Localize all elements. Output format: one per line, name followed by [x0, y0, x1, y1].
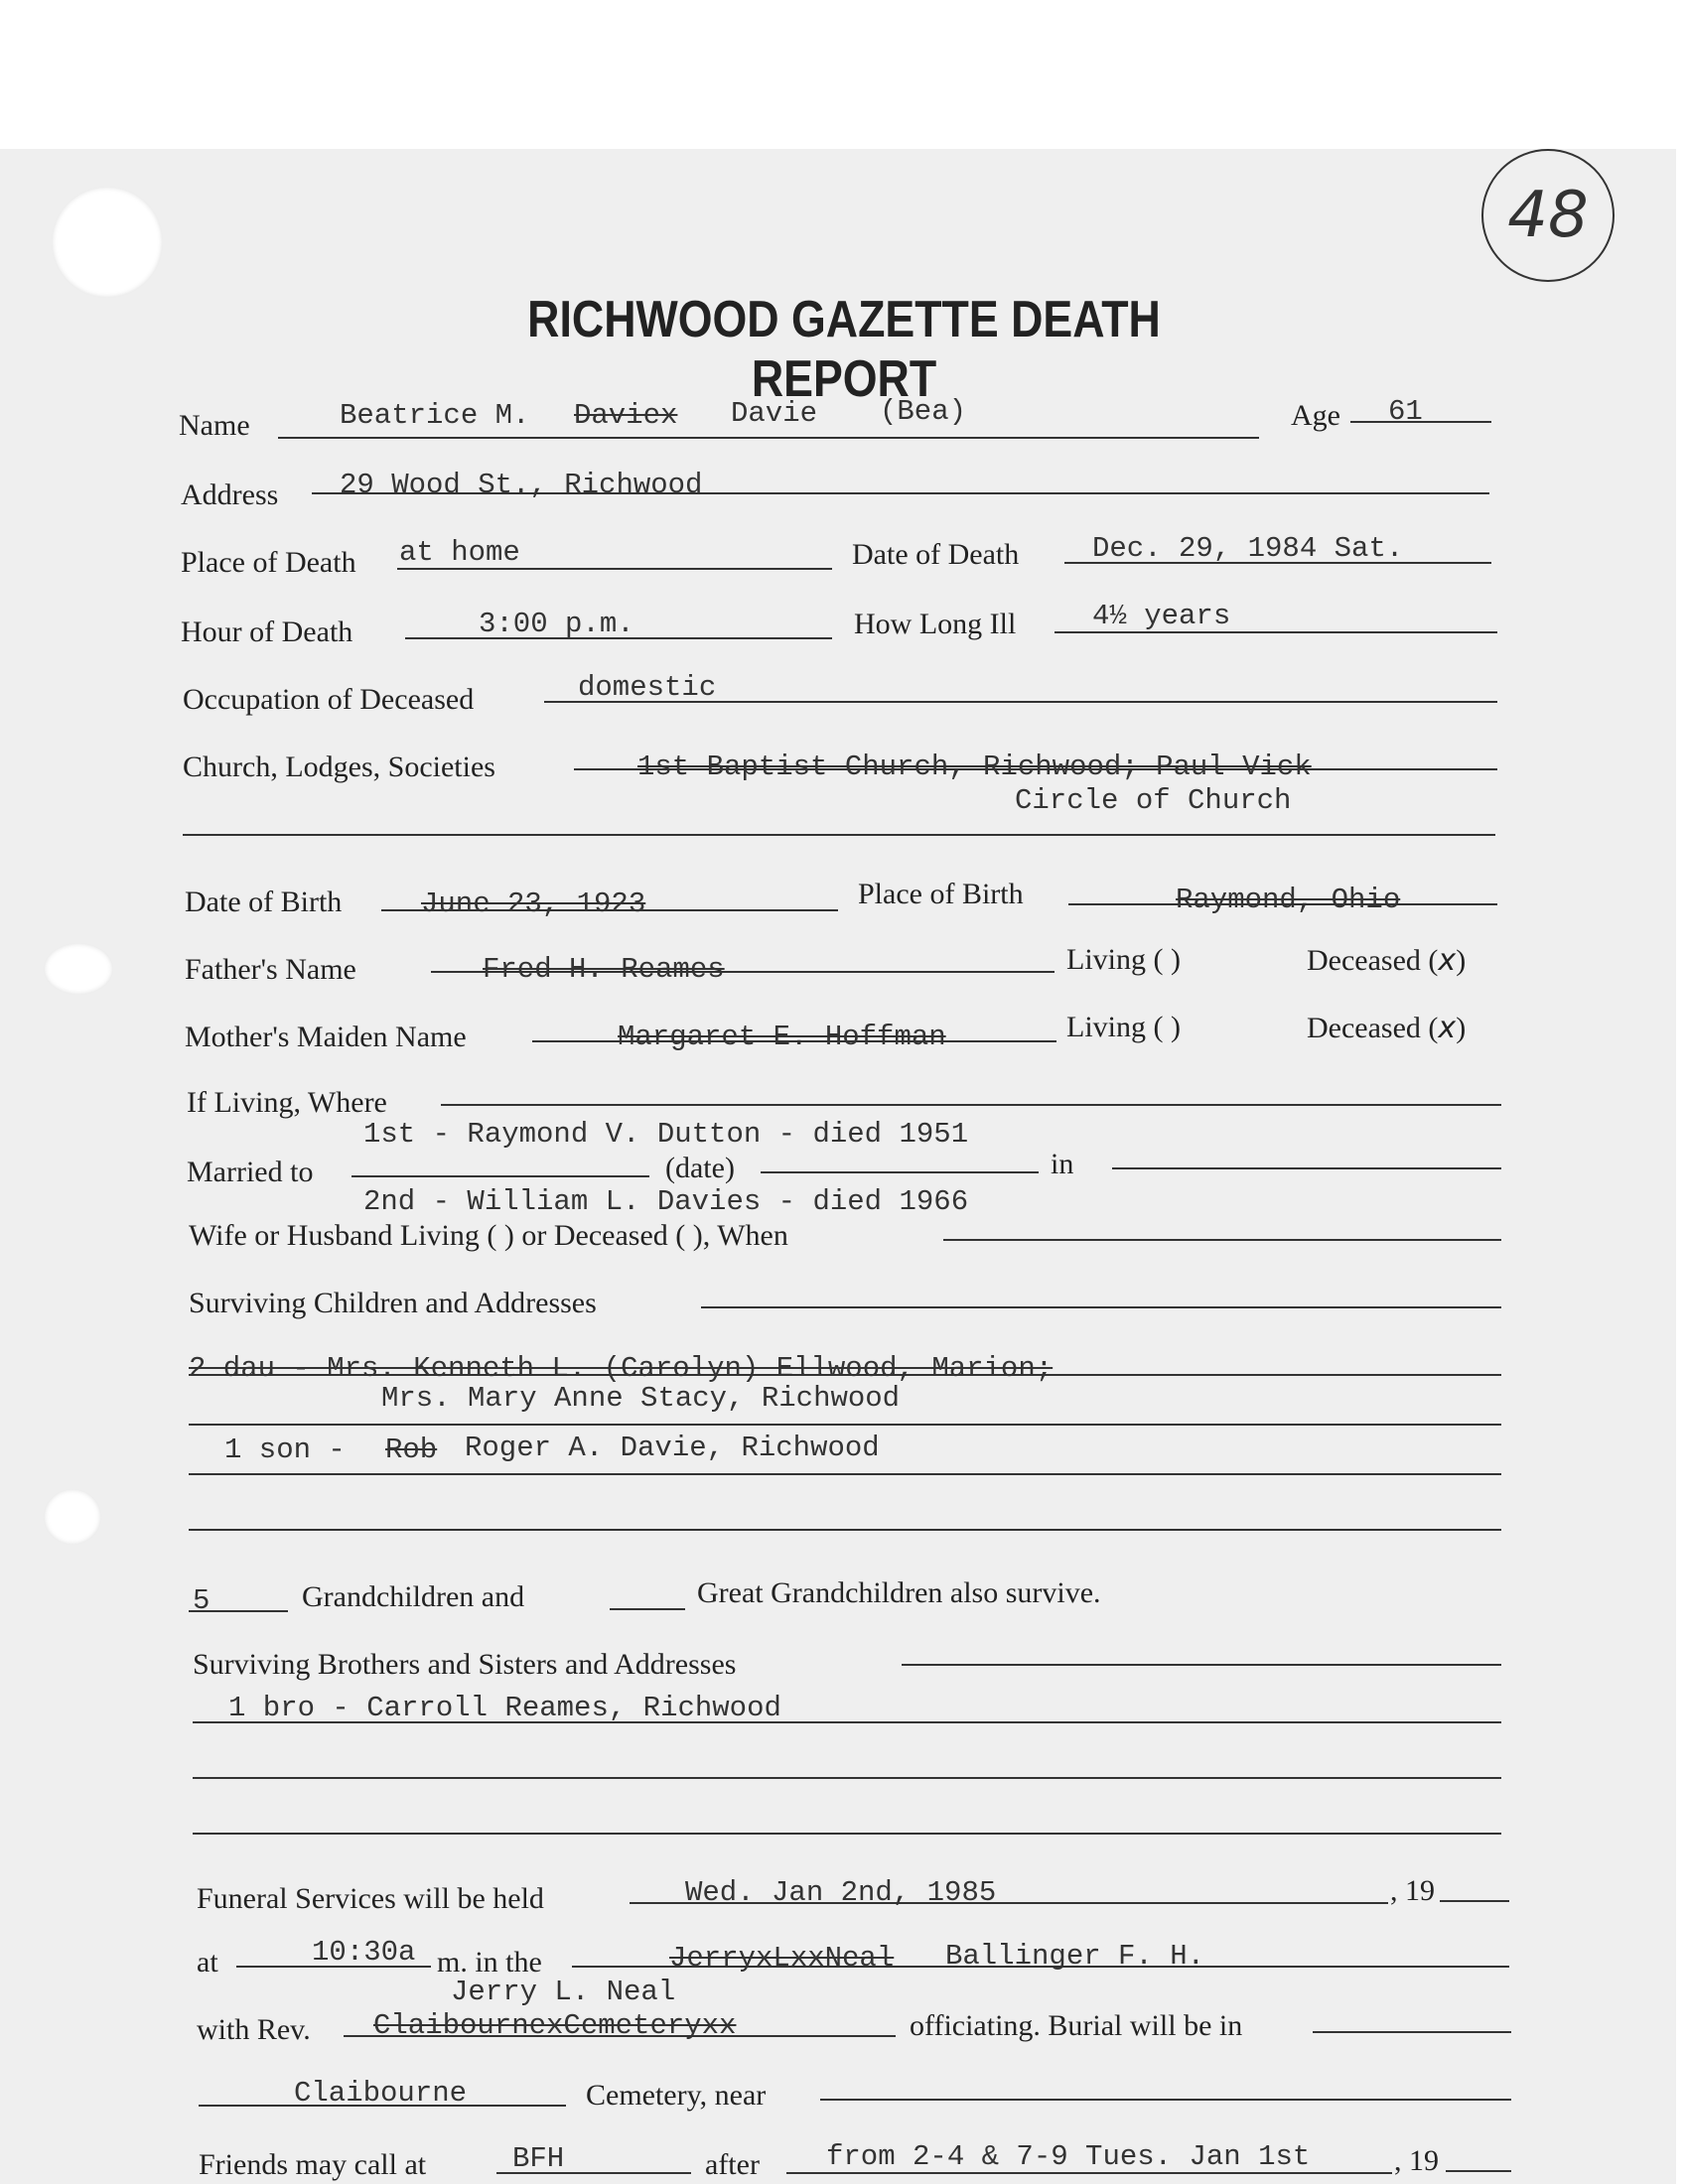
- date-of-birth-label: Date of Birth: [185, 886, 343, 918]
- married-1-value: 1st - Raymond V. Dutton - died 1951: [363, 1118, 969, 1151]
- siblings-line-1: [193, 1721, 1501, 1723]
- mothers-maiden-name-value: Margaret E. Hoffman: [618, 1021, 946, 1053]
- married-in-line: [1112, 1167, 1501, 1169]
- funeral-time-value: 10:30a: [312, 1936, 416, 1969]
- name-last-value: Davie: [731, 397, 818, 430]
- fathers-name-value: Fred H. Reames: [483, 953, 725, 986]
- friends-after-value: from 2-4 & 7-9 Tues. Jan 1st: [826, 2140, 1311, 2173]
- punch-hole-bottom: [44, 1489, 101, 1545]
- place-of-death-value: at home: [399, 536, 520, 569]
- children-3-struck: Rob: [385, 1433, 438, 1466]
- nickname-value: (Bea): [880, 395, 967, 428]
- funeral-held-label: Funeral Services will be held: [197, 1882, 544, 1915]
- funeral-place-struck: JerryxLxxNeal: [669, 1942, 895, 1975]
- address-value: 29 Wood St., Richwood: [340, 469, 703, 501]
- age-value: 61: [1388, 395, 1423, 428]
- mother-deceased-label: [1307, 1011, 1466, 1045]
- name-line: [278, 437, 1259, 439]
- great-grandchildren-label: Great Grandchildren also survive.: [697, 1576, 1101, 1609]
- spouse-living-label: Wife or Husband Living ( ) or Deceased ( ), When: [189, 1219, 788, 1252]
- siblings-line-3: [193, 1833, 1501, 1835]
- cemetery-value: Claibourne: [294, 2077, 468, 2110]
- married-to-label: Married to: [187, 1156, 314, 1188]
- grandchildren-count-value: 5: [193, 1584, 211, 1617]
- cemetery-line: [199, 2105, 566, 2107]
- siblings-line-2: [193, 1777, 1501, 1779]
- married-2-value: 2nd - William L. Davies - died 1966: [363, 1185, 969, 1218]
- friends-call-value: BFH: [512, 2142, 565, 2175]
- punch-hole-top: [52, 187, 163, 298]
- hour-of-death-label: Hour of Death: [181, 615, 353, 648]
- page-title: RICHWOOD GAZETTE DEATH REPORT: [527, 291, 1161, 408]
- name-first-value: Beatrice M.: [340, 399, 530, 432]
- children-line-1: [189, 1374, 1501, 1376]
- grandchildren-label: Grandchildren and: [302, 1580, 525, 1613]
- cemetery-near-label: Cemetery, near: [586, 2079, 767, 2112]
- married-in-label: in: [1051, 1148, 1074, 1180]
- children-3-prefix: 1 son -: [224, 1433, 346, 1466]
- place-of-birth-label: Place of Birth: [858, 878, 1024, 910]
- how-long-ill-value: 4½ years: [1092, 600, 1231, 632]
- cemetery-near-line: [820, 2099, 1511, 2101]
- mothers-maiden-name-label: Mother's Maiden Name: [185, 1021, 467, 1053]
- children-line-3: [189, 1473, 1501, 1475]
- siblings-1-value: 1 bro - Carroll Reames, Richwood: [228, 1692, 781, 1724]
- funeral-place-value: Ballinger F. H.: [945, 1940, 1205, 1973]
- father-living-label: Living ( ): [1066, 943, 1181, 976]
- church-value-line1: 1st Baptist Church, Richwood; Paul Vick: [637, 751, 1312, 783]
- spouse-living-line: [943, 1239, 1501, 1241]
- church-value-line2: Circle of Church: [1015, 784, 1292, 817]
- officiating-label: officiating. Burial will be in: [910, 2009, 1243, 2042]
- siblings-line: [902, 1664, 1501, 1666]
- date-of-birth-value: June 23, 1923: [421, 887, 646, 920]
- rev-name-value: Jerry L. Neal: [451, 1976, 676, 2008]
- age-label: Age: [1291, 399, 1340, 432]
- friends-call-label: Friends may call at: [199, 2148, 427, 2181]
- funeral-date-value: Wed. Jan 2nd, 1985: [685, 1876, 997, 1909]
- surviving-children-line: [701, 1306, 1501, 1308]
- father-deceased-label: [1307, 943, 1466, 978]
- name-struck-value: Daviex: [574, 399, 678, 432]
- friends-year-line: [1446, 2170, 1511, 2172]
- name-label: Name: [179, 409, 250, 442]
- church-label: Church, Lodges, Societies: [183, 751, 495, 783]
- mother-deceased-text: Deceased (: [1307, 1012, 1439, 1044]
- occupation-value: domestic: [578, 671, 717, 704]
- fathers-name-label: Father's Name: [185, 953, 356, 986]
- with-rev-label: with Rev.: [197, 2013, 311, 2046]
- married-to-line: [352, 1175, 649, 1177]
- mother-deceased-mark: x: [1438, 1011, 1457, 1045]
- children-line-2: [189, 1424, 1501, 1426]
- children-3-value: Roger A. Davie, Richwood: [465, 1432, 880, 1464]
- hour-of-death-value: 3:00 p.m.: [479, 608, 634, 640]
- at-label: at: [197, 1946, 218, 1979]
- if-living-where-label: If Living, Where: [187, 1086, 387, 1119]
- father-deceased-mark: x: [1438, 943, 1457, 978]
- married-date-label: (date): [665, 1152, 735, 1184]
- funeral-year-line: [1440, 1900, 1509, 1902]
- after-label: after: [705, 2148, 760, 2181]
- how-long-ill-label: How Long Ill: [854, 608, 1017, 640]
- children-line-4: [189, 1529, 1501, 1531]
- burial-line: [1313, 2031, 1511, 2033]
- funeral-year-label: , 19: [1390, 1874, 1435, 1907]
- mother-living-label: Living ( ): [1066, 1011, 1181, 1043]
- children-2-value: Mrs. Mary Anne Stacy, Richwood: [381, 1382, 901, 1415]
- address-label: Address: [181, 478, 279, 511]
- punch-hole-middle: [44, 943, 113, 995]
- surviving-children-label: Surviving Children and Addresses: [189, 1287, 597, 1319]
- married-date-line: [761, 1171, 1039, 1173]
- date-of-death-label: Date of Death: [852, 538, 1020, 571]
- church-line-2: [183, 834, 1495, 836]
- page-number: 48: [1481, 149, 1615, 282]
- date-of-death-value: Dec. 29, 1984 Sat.: [1092, 532, 1404, 565]
- great-grandchildren-line: [610, 1608, 685, 1610]
- children-1-value: 2 dau - Mrs. Kenneth L. (Carolyn) Ellwood, Marion;: [189, 1352, 1054, 1385]
- m-in-the-label: m. in the: [437, 1946, 542, 1979]
- mother-deceased-close: ): [1456, 1012, 1467, 1044]
- father-deceased-text: Deceased (: [1307, 944, 1439, 977]
- place-of-death-label: Place of Death: [181, 546, 356, 579]
- rev-struck: ClaibournexCemeteryxx: [373, 2009, 737, 2042]
- father-deceased-close: ): [1456, 944, 1467, 977]
- friends-year-label: , 19: [1394, 2144, 1439, 2177]
- grandchildren-line: [189, 1610, 288, 1612]
- if-living-where-line: [441, 1104, 1501, 1106]
- place-of-birth-value: Raymond, Ohio: [1176, 884, 1401, 916]
- occupation-label: Occupation of Deceased: [183, 683, 475, 716]
- siblings-label: Surviving Brothers and Sisters and Addresses: [193, 1648, 737, 1681]
